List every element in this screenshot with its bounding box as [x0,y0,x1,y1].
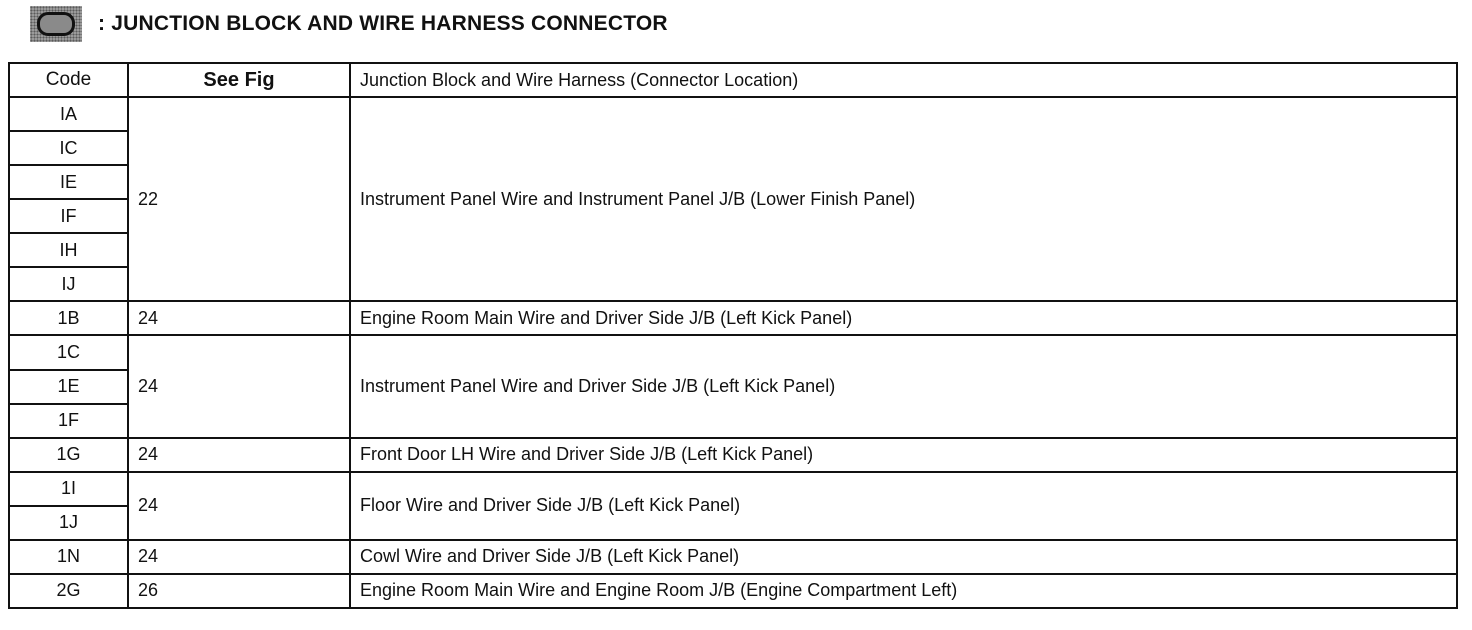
code-cell: 1F [9,404,128,438]
column-header-see-fig: See Fig [128,63,350,97]
location-cell: Cowl Wire and Driver Side J/B (Left Kick Panel) [350,540,1457,574]
fig-cell: 24 [128,472,350,540]
code-cell: 1J [9,506,128,540]
code-cell: 1G [9,438,128,472]
column-header-code: Code [9,63,128,97]
column-header-location: Junction Block and Wire Harness (Connector Location) [350,63,1457,97]
table-row [9,335,1457,369]
connector-table [8,62,1458,609]
code-cell: 1I [9,472,128,506]
table-row [9,574,1457,608]
location-cell: Engine Room Main Wire and Driver Side J/B (Left Kick Panel) [350,301,1457,335]
code-cell: IE [9,165,128,199]
fig-cell: 22 [128,97,350,301]
table-row [9,301,1457,335]
page-header [30,6,668,42]
table-header-row [9,63,1457,97]
table-row [9,472,1457,506]
location-cell: Instrument Panel Wire and Driver Side J/B (Left Kick Panel) [350,335,1457,437]
code-cell: IH [9,233,128,267]
code-cell: 1N [9,540,128,574]
fig-cell: 26 [128,574,350,608]
table-row [9,540,1457,574]
connector-block-icon [30,6,82,42]
table-row [9,97,1457,131]
code-cell: 1C [9,335,128,369]
table-row [9,438,1457,472]
code-cell: 1E [9,370,128,404]
code-cell: 2G [9,574,128,608]
fig-cell: 24 [128,438,350,472]
fig-cell: 24 [128,335,350,437]
fig-cell: 24 [128,540,350,574]
location-cell: Floor Wire and Driver Side J/B (Left Kick Panel) [350,472,1457,540]
fig-cell: 24 [128,301,350,335]
code-cell: 1B [9,301,128,335]
code-cell: IF [9,199,128,233]
code-cell: IA [9,97,128,131]
location-cell: Front Door LH Wire and Driver Side J/B (Left Kick Panel) [350,438,1457,472]
code-cell: IJ [9,267,128,301]
location-cell: Engine Room Main Wire and Engine Room J/B (Engine Compartment Left) [350,574,1457,608]
page-title: : JUNCTION BLOCK AND WIRE HARNESS CONNECTOR [98,12,668,35]
location-cell: Instrument Panel Wire and Instrument Panel J/B (Lower Finish Panel) [350,97,1457,301]
code-cell: IC [9,131,128,165]
